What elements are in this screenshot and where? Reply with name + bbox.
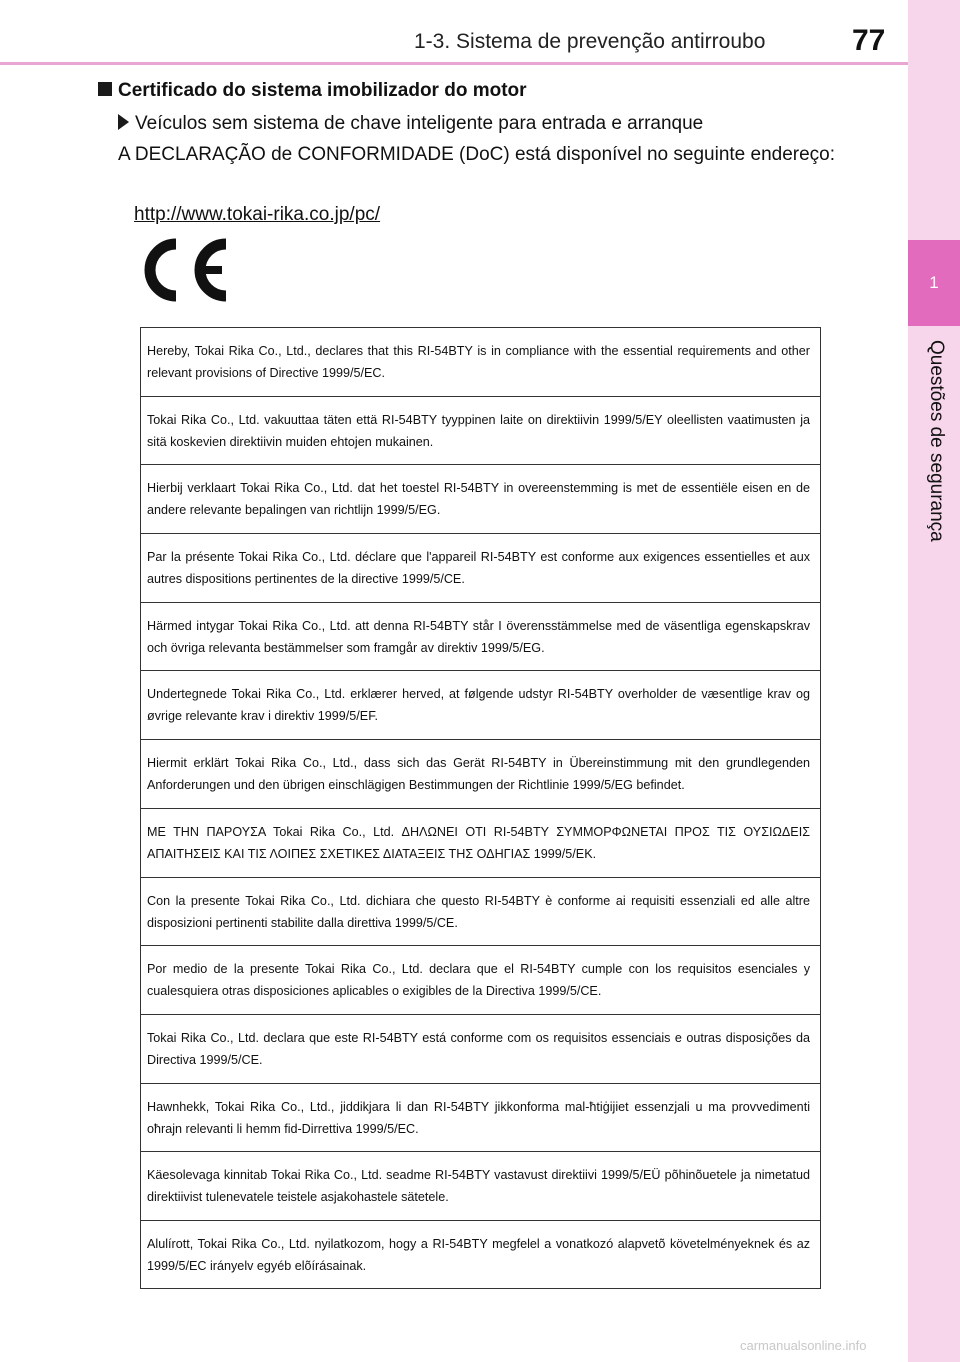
declaration-row-it: Con la presente Tokai Rika Co., Ltd. dichiara che questo RI-54BTY è conforme ai requisiti essenziali ed alle altre disposizioni pertinenti stabilite dalla direttiva 1999/5/CE. (141, 878, 820, 947)
declaration-row-fi: Tokai Rika Co., Ltd. vakuuttaa täten että RI-54BTY tyyppinen laite on direktiivin 1999/5/EY oleellisten vaatimusten ja sitä koskevien direktiivin muiden ehtojen mukainen. (141, 397, 820, 466)
side-tab-label: Questões de segurança (926, 340, 947, 542)
declaration-row-da: Undertegnede Tokai Rika Co., Ltd. erklærer herved, at følgende udstyr RI-54BTY overholder de væsentlige krav og øvrige relevante krav i direktiv 1999/5/EF. (141, 671, 820, 740)
declaration-row-en: Hereby, Tokai Rika Co., Ltd., declares that this RI-54BTY is in compliance with the essential requirements and other relevant provisions of Directive 1999/5/EC. (141, 328, 820, 397)
doc-url-link[interactable]: http://www.tokai-rika.co.jp/pc/ (134, 204, 381, 225)
side-tab-strip (908, 0, 960, 1362)
declarations-table (140, 327, 821, 1289)
declaration-row-hu: Alulírott, Tokai Rika Co., Ltd. nyilatkozom, hogy a RI-54BTY megfelel a vonatkozó alapvetõ követelményeknek és az 1999/5/EC irányelv egyéb elõírásainak. (147, 1236, 810, 1273)
declaration-row-el: ΜΕ ΤΗΝ ΠΑΡΟΥΣΑ Tokai Rika Co., Ltd. ΔΗΛΩΝΕΙ ΟΤΙ RI-54BTY ΣΥΜΜΟΡΦΩΝΕΤΑΙ ΠΡΟΣ ΤΙΣ ΟΥΣΙΩΔΕΙΣ ΑΠΑΙΤΗΣΕΙΣ ΚΑΙ ΤΙΣ ΛΟΙΠΕΣ ΣΧΕΤΙΚΕΣ ΔΙΑΤΑΞΕΙΣ ΤΗΣ ΟΔΗΓΙΑΣ 1999/5/ΕΚ. (141, 809, 820, 878)
header-divider (0, 62, 908, 65)
declaration-row-es: Por medio de la presente Tokai Rika Co., Ltd. declara que el RI-54BTY cumple con los requisitos esenciales y cualesquiera otras disposiciones aplicables o exigibles de la Directiva 1999/5/CE. (141, 946, 820, 1015)
declaration-row-et: Käesolevaga kinnitab Tokai Rika Co., Ltd. seadme RI-54BTY vastavust direktiivi 1999/5/EÜ põhinõuetele ja nimetatud direktiivist tulenevatele teistele asjakohastele sätetele. (141, 1152, 820, 1221)
side-tab-chapter-number: 1 (908, 240, 960, 326)
declaration-row-de: Hiermit erklärt Tokai Rika Co., Ltd., dass sich das Gerät RI-54BTY in Übereinstimmung mit den grundlegenden Anforderungen und den übrigen einschlägigen Bestimmungen der Richtlinie 1999/5/EG befindet. (141, 740, 820, 809)
ce-mark-icon (140, 236, 232, 304)
section-heading (98, 80, 527, 102)
declaration-row-fr: Par la présente Tokai Rika Co., Ltd. déclare que l'appareil RI-54BTY est conforme aux exigences essentielles et aux autres dispositions pertinentes de la directive 1999/5/CE. (141, 534, 820, 603)
declaration-row-sv: Härmed intygar Tokai Rika Co., Ltd. att denna RI-54BTY står I överensstämmelse med de väsentliga egenskapskrav och övriga relevanta bestämmelser som framgår av direktiv 1999/5/EG. (141, 603, 820, 672)
page-number: 77 (852, 24, 886, 57)
declaration-row-nl: Hierbij verklaart Tokai Rika Co., Ltd. dat het toestel RI-54BTY in overeenstemming is met de essentiële eisen en de andere relevante bepalingen van richtlijn 1999/5/EG. (141, 465, 820, 534)
triangle-bullet-icon (118, 114, 129, 130)
declaration-row-mt: Hawnhekk, Tokai Rika Co., Ltd., jiddikjara li dan RI-54BTY jikkonforma mal-ħtiġijiet essenzjali u ma provvedimenti oħrajn relevanti li hemm fid-Dirrettiva 1999/5/EC. (141, 1084, 820, 1153)
header-title: 1-3. Sistema de prevenção antirroubo (414, 30, 766, 53)
doc-paragraph: A DECLARAÇÃO de CONFORMIDADE (DoC) está disponível no seguinte endereço: (118, 144, 836, 165)
sub-heading-text: Veículos sem sistema de chave inteligente para entrada e arranque (135, 113, 704, 134)
sub-heading (118, 113, 703, 135)
declaration-row-pt: Tokai Rika Co., Ltd. declara que este RI-54BTY está conforme com os requisitos essenciais e outras disposições da Directiva 1999/5/CE. (141, 1015, 820, 1084)
square-bullet-icon (98, 82, 112, 96)
section-heading-text: Certificado do sistema imobilizador do motor (118, 80, 527, 101)
watermark-text: carmanualsonline.info (740, 1338, 867, 1353)
